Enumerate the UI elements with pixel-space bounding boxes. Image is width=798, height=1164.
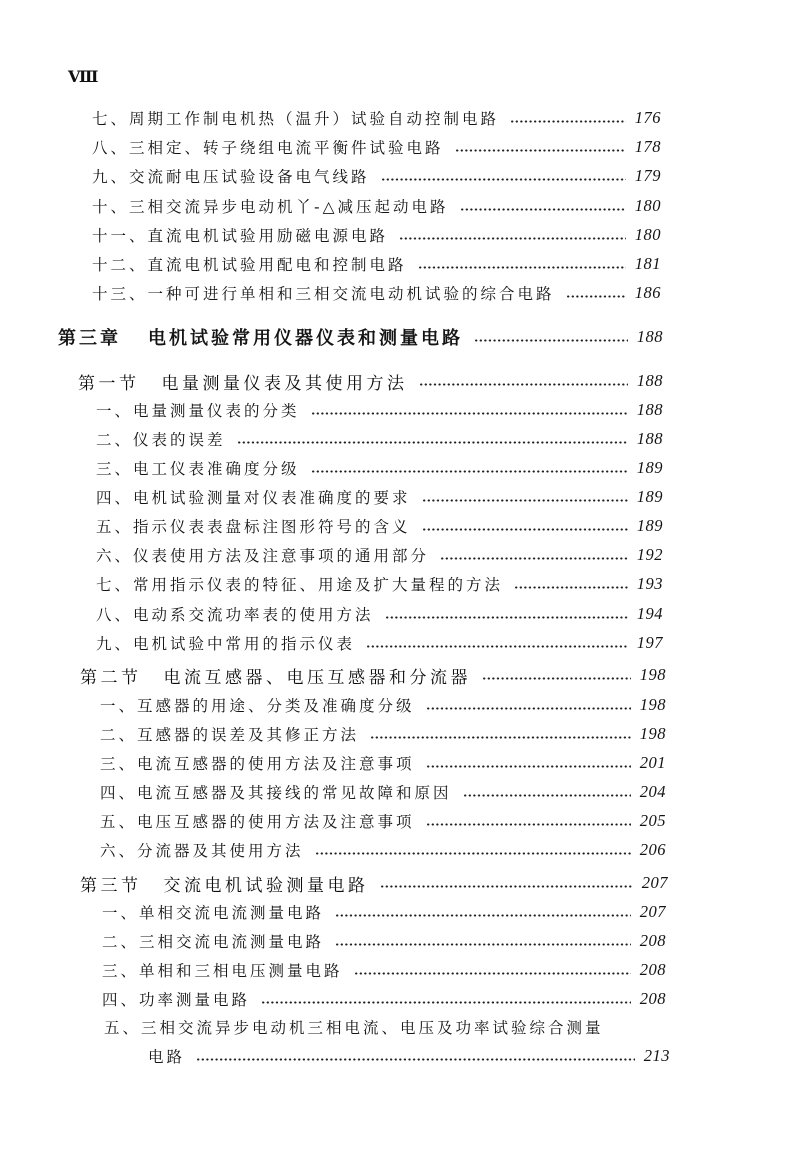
toc-page-number: 208 (639, 960, 666, 979)
toc-entry (96, 573, 663, 595)
dot-leader (461, 208, 626, 211)
toc-page-number: 192 (636, 545, 663, 564)
section-heading (80, 872, 668, 894)
section-title: 电量测量仪表及其使用方法 (161, 373, 408, 394)
toc-page-number: 204 (639, 782, 666, 801)
dot-leader (238, 441, 628, 444)
toc-page-number: 198 (639, 665, 666, 684)
toc-page-number: 189 (636, 458, 663, 477)
dot-leader (567, 295, 626, 298)
dot-leader (355, 972, 631, 975)
toc-entry-title: 三、单相和三相电压测量电路 (102, 962, 343, 980)
toc-entry-title: 十、三相交流异步电动机丫-△减压起动电路 (92, 198, 449, 216)
chapter-heading (58, 326, 663, 348)
toc-entry-title: 八、三相定、转子绕组电流平衡件试验电路 (92, 139, 444, 157)
toc-entry-title: 二、仪表的误差 (96, 431, 226, 449)
toc-page-number: 189 (636, 516, 663, 535)
toc-entry (100, 810, 666, 832)
toc-entry (92, 282, 661, 304)
toc-entry-continuation (148, 1045, 670, 1067)
toc-entry-title: 三、电工仪表准确度分级 (96, 460, 300, 478)
toc-entry-title-continued: 电路 (148, 1048, 186, 1066)
toc-page-number: 201 (639, 753, 666, 772)
toc-entry-title: 九、电机试验中常用的指示仪表 (96, 635, 356, 653)
toc-entry (92, 224, 661, 246)
dot-leader (427, 707, 631, 710)
toc-entry (92, 253, 661, 275)
toc-entry (100, 752, 666, 774)
dot-leader (312, 412, 628, 415)
toc-entry (92, 195, 661, 217)
section-heading (80, 664, 666, 686)
toc-entry-title: 九、交流耐电压试验设备电气线路 (92, 168, 370, 186)
toc-entry-title: 十一、直流电机试验用励磁电源电路 (92, 227, 389, 245)
toc-entry (96, 399, 663, 421)
toc-entry (100, 781, 666, 803)
toc-entry (100, 694, 666, 716)
toc-page-number: 206 (639, 840, 666, 859)
dot-leader (316, 852, 631, 855)
toc-entry-title: 四、电机试验测量对仪表准确度的要求 (96, 489, 411, 507)
toc-page-number: 186 (634, 283, 661, 302)
toc-page-number: 181 (634, 254, 661, 273)
dot-leader (483, 677, 631, 680)
dot-leader (419, 266, 626, 269)
toc-entry-title: 一、电量测量仪表的分类 (96, 402, 300, 420)
toc-entry (96, 486, 663, 508)
dot-leader (371, 736, 631, 739)
dot-leader (367, 645, 628, 648)
toc-page-number: 178 (634, 137, 661, 156)
section-title: 电流互感器、电压互感器和分流器 (163, 667, 471, 688)
dot-leader (423, 499, 628, 502)
toc-entry (102, 959, 666, 981)
dot-leader (382, 178, 626, 181)
dot-leader (441, 557, 628, 560)
dot-leader (312, 470, 628, 473)
page-number-marker: Ⅷ (68, 67, 99, 86)
section-heading (78, 370, 663, 392)
toc-entry-title: 十三、一种可进行单相和三相交流电动机试验的综合电路 (92, 285, 555, 303)
dot-leader (515, 586, 628, 589)
toc-page-number: 189 (636, 487, 663, 506)
toc-page-number: 193 (636, 574, 663, 593)
toc-entry-title: 五、三相交流异步电动机三相电流、电压及功率试验综合测量 (104, 1019, 604, 1037)
toc-entry-title: 三、电流互感器的使用方法及注意事项 (100, 755, 415, 773)
toc-entry-title: 二、三相交流电流测量电路 (102, 933, 325, 951)
toc-page-number: 179 (634, 166, 661, 185)
toc-page-number: 208 (639, 989, 666, 1008)
toc-entry-title: 四、功率测量电路 (102, 991, 251, 1009)
toc-page-number: 188 (636, 371, 663, 390)
dot-leader (456, 149, 626, 152)
dot-leader (400, 237, 626, 240)
toc-entry (96, 428, 663, 450)
dot-leader (427, 765, 631, 768)
toc-entry-title: 七、周期工作制电机热（温升）试验自动控制电路 (92, 110, 500, 128)
toc-entry (100, 839, 666, 861)
toc-entry-title: 十二、直流电机试验用配电和控制电路 (92, 256, 407, 274)
toc-page-number: 207 (641, 873, 668, 892)
toc-page-number: 188 (636, 400, 663, 419)
dot-leader (423, 528, 628, 531)
toc-entry-title: 一、互感器的用途、分类及准确度分级 (100, 697, 415, 715)
toc-page-number: 208 (639, 931, 666, 950)
dot-leader (511, 120, 626, 123)
toc-entry-title: 六、分流器及其使用方法 (100, 842, 304, 860)
toc-page-number: 188 (636, 327, 663, 346)
section-title: 交流电机试验测量电路 (163, 875, 369, 896)
toc-entry-title: 八、电动系交流功率表的使用方法 (96, 606, 374, 624)
toc-entry (96, 515, 663, 537)
dot-leader (464, 794, 631, 797)
toc-page-number: 197 (636, 633, 663, 652)
toc-page-number: 198 (639, 724, 666, 743)
dot-leader (420, 383, 629, 386)
toc-entry (92, 107, 661, 129)
dot-leader (262, 1001, 631, 1004)
dot-leader (475, 339, 628, 342)
toc-page-number: 198 (639, 695, 666, 714)
toc-page-number: 188 (636, 429, 663, 448)
toc-entry-title: 二、互感器的误差及其修正方法 (100, 726, 360, 744)
toc-entry-title: 一、单相交流电流测量电路 (102, 904, 325, 922)
toc-entry-title: 五、电压互感器的使用方法及注意事项 (100, 813, 415, 831)
toc-entry (96, 603, 663, 625)
toc-page-number: 194 (636, 604, 663, 623)
dot-leader (427, 823, 631, 826)
dot-leader (381, 885, 634, 888)
dot-leader (386, 616, 628, 619)
toc-entry (102, 901, 666, 923)
toc-entry (96, 457, 663, 479)
toc-page-number: 176 (634, 108, 661, 127)
toc-entry (92, 136, 661, 158)
toc-page-number: 207 (639, 902, 666, 921)
toc-page-number: 205 (639, 811, 666, 830)
toc-entry-title: 四、电流互感器及其接线的常见故障和原因 (100, 784, 452, 802)
toc-entry (92, 165, 661, 187)
chapter-title: 电机试验常用仪器仪表和测量电路 (148, 328, 463, 349)
dot-leader (197, 1058, 635, 1061)
toc-entry (100, 723, 666, 745)
toc-page-number: 180 (634, 196, 661, 215)
dot-leader (336, 914, 631, 917)
toc-page-number: 180 (634, 225, 661, 244)
toc-page-number: 213 (643, 1046, 670, 1065)
toc-entry (96, 544, 663, 566)
toc-entry (104, 1016, 666, 1038)
dot-leader (336, 943, 631, 946)
toc-entry (96, 632, 663, 654)
toc-entry (102, 930, 666, 952)
toc-entry-title: 六、仪表使用方法及注意事项的通用部分 (96, 547, 430, 565)
toc-entry-title: 七、常用指示仪表的特征、用途及扩大量程的方法 (96, 576, 504, 594)
section-number: 第一节 (78, 373, 140, 394)
toc-entry (102, 988, 666, 1010)
chapter-number: 第三章 (58, 328, 121, 349)
toc-entry-title: 五、指示仪表表盘标注图形符号的含义 (96, 518, 411, 536)
section-number: 第三节 (80, 875, 142, 896)
section-number: 第二节 (80, 667, 142, 688)
